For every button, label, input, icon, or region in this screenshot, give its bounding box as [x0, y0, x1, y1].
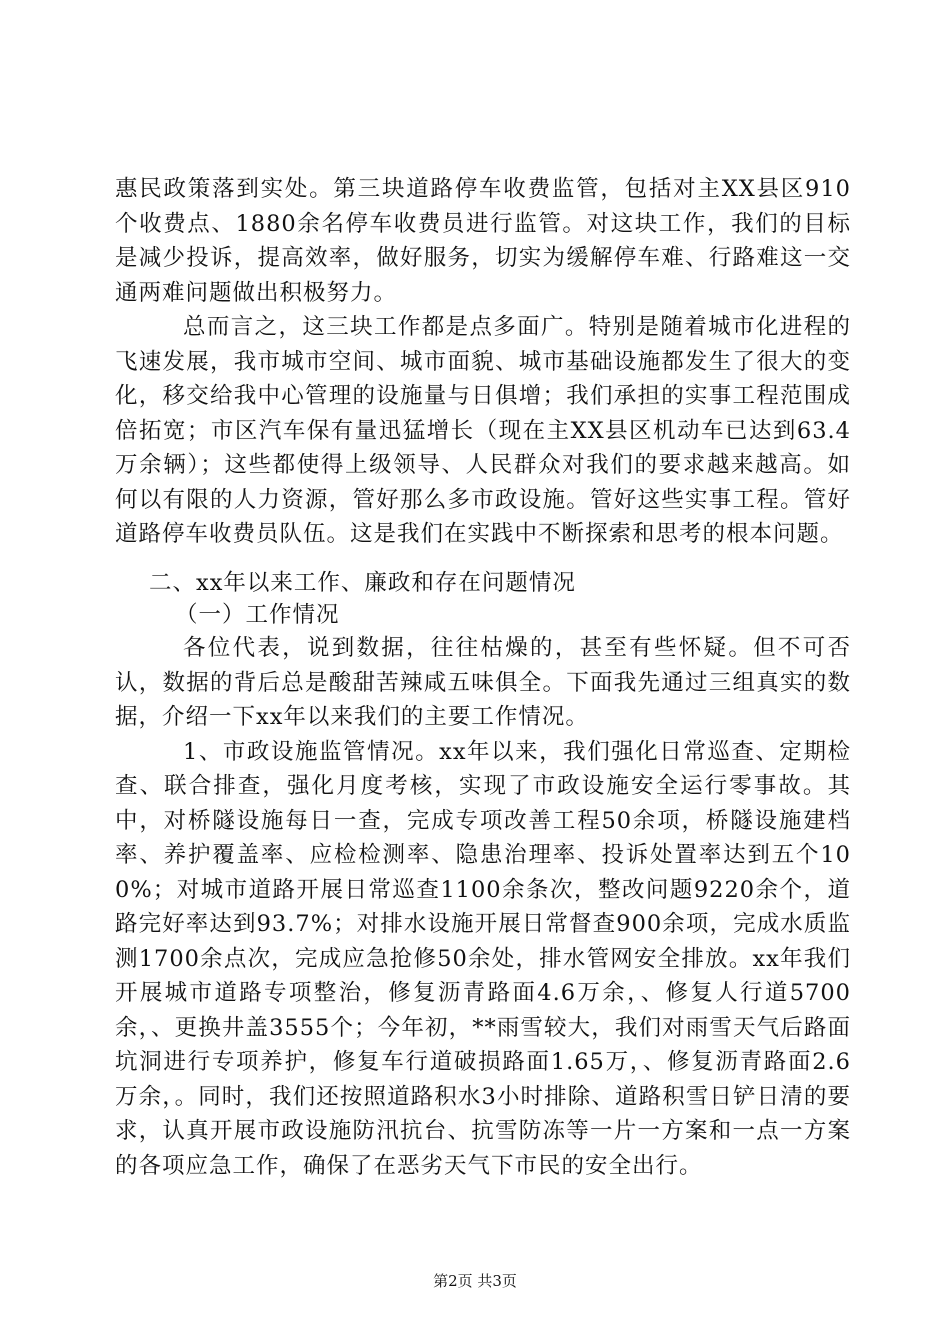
paragraph-summary: 总而言之，这三块工作都是点多面广。特别是随着城市化进程的飞速发展，我市城市空间、城市面貌、城市基础设施都发生了很大的变化，移交给我中心管理的设施量与日俱增；我们承担的实事工程范围成倍拓宽；市区汽车保有量迅猛增长（现在主XX县区机动车已达到63.4万余辆）；这些都使得上级领导、人民群众对我们的要求越来越高。如何以有限的人力资源，管好那么多市政设施。管好这些实事工程。管好道路停车收费员队伍。这是我们在实践中不断探索和思考的根本问题。	[115, 314, 851, 547]
paragraph-parking-supervision: 惠民政策落到实处。第三块道路停车收费监管，包括对主XX县区910个收费点、1880余名停车收费员进行监管。对这块工作，我们的目标是减少投诉，提高效率，做好服务，切实为缓解停车难、行路难这一交通两难问题做出积极努力。	[115, 176, 851, 306]
page-number-footer: 第2页 共3页	[433, 1272, 517, 1290]
section-heading: 二、xx年以来工作、廉政和存在问题情况	[149, 569, 576, 596]
document-body	[115, 172, 851, 1183]
subsection-heading: （一）工作情况	[175, 602, 340, 628]
paragraph-facility-supervision: 1、市政设施监管情况。xx年以来，我们强化日常巡查、定期检查、联合排查，强化月度考核，实现了市政设施安全运行零事故。其中，对桥隧设施每日一查，完成专项改善工程50余项，桥隧设施建档率、养护覆盖率、应检检测率、隐患治理率、投诉处置率达到五个100%；对城市道路开展日常巡查1100余条次，整改问题9220余个，道路完好率达到93.7%；对排水设施开展日常督查900余项，完成水质监测1700余点次，完成应急抢修50余处，排水管网安全排放。xx年我们开展城市道路专项整治，修复沥青路面4.6万余，、修复人行道5700余，、更换井盖3555个；今年初，**雨雪较大，我们对雨雪天气后路面坑洞进行专项养护，修复车行道破损路面1.65万，、修复沥青路面2.6万余，。同时，我们还按照道路积水3小时排除、道路积雪日铲日清的要求，认真开展市政设施防汛抗台、抗雪防冻等一片一方案和一点一方案的各项应急工作，确保了在恶劣天气下市民的安全出行。	[115, 738, 851, 1179]
paragraph-data-intro: 各位代表，说到数据，往往枯燥的，甚至有些怀疑。但不可否认，数据的背后总是酸甜苦辣咸五味俱全。下面我先通过三组真实的数据，介绍一下xx年以来我们的主要工作情况。	[115, 635, 851, 730]
